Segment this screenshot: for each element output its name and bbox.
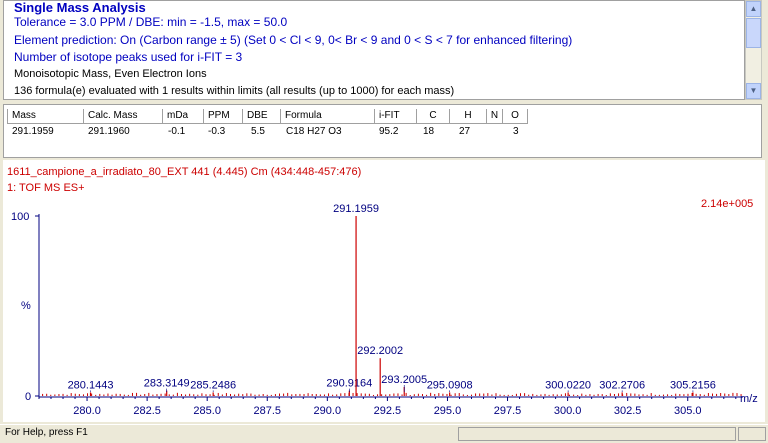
peak-label-0: 280.1443 xyxy=(67,379,114,392)
peak-label-8: 300.0220 xyxy=(545,379,592,392)
column-header-ifit[interactable]: i-FIT xyxy=(375,109,417,124)
cell-ifit: 95.2 xyxy=(379,126,399,137)
peak-label-4: 291.1959 xyxy=(333,203,380,215)
peak-label-7: 295.0908 xyxy=(426,379,473,392)
analysis-title: Single Mass Analysis xyxy=(14,0,146,15)
column-header-ppm[interactable]: PPM xyxy=(204,109,243,124)
x-tick-label-2: 285.0 xyxy=(193,405,221,417)
y-label-100: 100 xyxy=(11,211,30,223)
peak-label-10: 305.2156 xyxy=(669,379,716,392)
y-label-percent: % xyxy=(21,300,31,312)
cell-o: 3 xyxy=(513,126,519,137)
peaks-group xyxy=(68,203,716,396)
column-header-calc-mass[interactable]: Calc. Mass xyxy=(84,109,163,124)
peak-label-9: 302.2706 xyxy=(599,379,646,392)
column-header-n[interactable]: N xyxy=(487,109,503,124)
spectrum-sample-label: 1611_campione_a_irradiato_80_EXT 441 (4.445) Cm (434:448-457:476) xyxy=(7,166,362,178)
spectrum-intensity-label: 2.14e+005 xyxy=(701,198,754,210)
status-panel-1 xyxy=(458,427,736,441)
x-tick-label-0: 280.0 xyxy=(73,405,101,417)
cell-mda: -0.1 xyxy=(168,126,186,137)
x-tick-label-7: 297.5 xyxy=(493,405,522,417)
cell-h: 27 xyxy=(459,126,471,137)
tolerance-text: Tolerance = 3.0 PPM / DBE: min = -1.5, max = 50.0 xyxy=(14,15,288,29)
x-ticks-group xyxy=(39,397,736,417)
cell-dbe: 5.5 xyxy=(251,126,265,137)
status-bar xyxy=(0,424,768,443)
column-header-dbe[interactable]: DBE xyxy=(243,109,281,124)
peak-label-2: 285.2486 xyxy=(190,379,237,392)
mass-spectrum-chart[interactable] xyxy=(3,160,765,422)
mass-type-text: Monoisotopic Mass, Even Electron Ions xyxy=(14,68,207,80)
peak-label-1: 283.3149 xyxy=(143,377,190,390)
cell-calc-mass: 291.1960 xyxy=(88,126,130,137)
spectrum-panel xyxy=(3,160,765,422)
y-label-zero: 0 xyxy=(25,391,32,403)
peak-label-6: 293.2005 xyxy=(381,374,428,386)
status-panel-2 xyxy=(738,427,766,441)
baseline-noise-group xyxy=(43,393,741,396)
cell-c: 18 xyxy=(423,126,435,137)
peak-label-5: 292.2002 xyxy=(357,345,404,358)
column-header-mass[interactable]: Mass xyxy=(7,109,84,124)
spectrum-scan-label: 1: TOF MS ES+ xyxy=(7,182,85,194)
column-header-o[interactable]: O xyxy=(503,109,528,124)
column-header-h[interactable]: H xyxy=(450,109,487,124)
peak-label-3: 290.9164 xyxy=(326,377,373,390)
column-header-formula[interactable]: Formula xyxy=(281,109,375,124)
x-tick-label-8: 300.0 xyxy=(553,405,582,417)
analysis-info-panel xyxy=(3,0,745,100)
x-tick-label-1: 282.5 xyxy=(133,405,161,417)
x-tick-label-6: 295.0 xyxy=(433,405,462,417)
cell-mass: 291.1959 xyxy=(12,126,54,137)
status-help-text: For Help, press F1 xyxy=(5,427,88,438)
x-tick-label-5: 292.5 xyxy=(373,405,402,417)
scroll-thumb[interactable] xyxy=(746,18,761,48)
x-axis-title: m/z xyxy=(740,393,758,405)
x-tick-label-10: 305.0 xyxy=(673,405,702,417)
cell-ppm: -0.3 xyxy=(208,126,226,137)
cell-formula: C18 H27 O3 xyxy=(286,126,342,137)
info-vertical-scrollbar[interactable] xyxy=(745,0,762,100)
x-tick-label-9: 302.5 xyxy=(613,405,642,417)
evaluated-text: 136 formula(e) evaluated with 1 results within limits (all results (up to 1000) for each mass) xyxy=(14,85,455,97)
results-table xyxy=(3,104,762,158)
x-tick-label-3: 287.5 xyxy=(253,405,282,417)
element-prediction-text: Element prediction: On (Carbon range ± 5) (Set 0 < Cl < 9, 0< Br < 9 and 0 < S < 7 for enhanced filtering) xyxy=(14,33,573,47)
column-header-c[interactable]: C xyxy=(417,109,450,124)
scroll-up-button[interactable]: ▲ xyxy=(746,1,761,17)
scroll-down-button[interactable]: ▼ xyxy=(746,83,761,99)
column-header-mda[interactable]: mDa xyxy=(163,109,204,124)
isotope-text: Number of isotope peaks used for i-FIT = 3 xyxy=(14,50,243,64)
x-tick-label-4: 290.0 xyxy=(313,405,342,417)
